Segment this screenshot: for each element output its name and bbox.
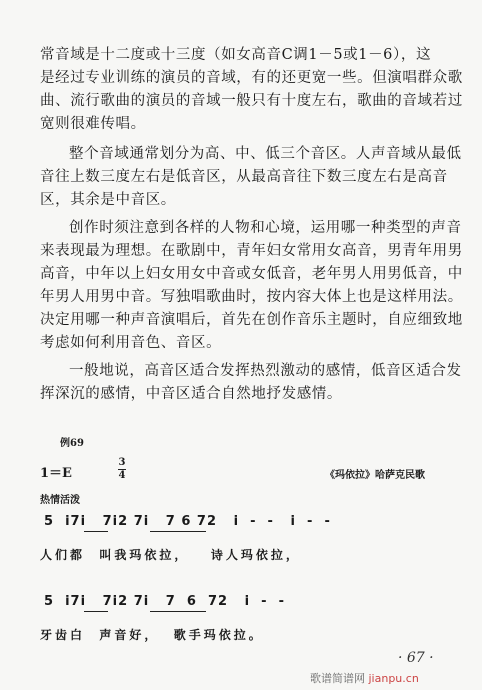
text-line: 曲、流行歌曲的演员的音域一般只有十度左右，歌曲的音域若过 xyxy=(40,93,463,109)
paragraph-4 xyxy=(40,360,462,406)
paragraph-1 xyxy=(40,44,463,136)
example-label: 例69 xyxy=(60,438,84,449)
notation-line-2: 5 i7i 7i2 7i 7 6 72 i - - xyxy=(44,594,285,609)
text-line: 决定用哪一种声音演唱后，首先在创作音乐主题时，自应细致地 xyxy=(40,312,463,328)
tempo-marking: 热情活泼 xyxy=(40,495,80,506)
time-signature-top: 3 xyxy=(118,457,126,468)
text-line: 常音域是十二度或十三度（如女高音C调1－5或1－6），这 xyxy=(40,47,432,63)
underline-beam xyxy=(84,531,108,532)
paragraph-3 xyxy=(40,217,463,355)
paragraph-2 xyxy=(40,143,462,212)
lyrics-line-2: 牙齿白 声音好， 歌手玛依拉。 xyxy=(40,628,264,642)
text-line: 高音，中年以上妇女用女中音或女低音，老年男人用男低音，中 xyxy=(40,266,463,282)
watermark-url: jianpu.cn xyxy=(368,672,419,685)
time-signature xyxy=(118,458,126,481)
text-line: 是经过专业训练的演员的音域，有的还更宽一些。但演唱群众歌 xyxy=(40,70,463,86)
key-signature: 1＝E xyxy=(40,466,72,481)
time-signature-bottom: 4 xyxy=(118,470,126,481)
text-line: 考虑如何利用音色、音区。 xyxy=(40,335,222,351)
notation-line-1: 5 i7i 7i2 7i 7 6 72 i - - i - - xyxy=(44,514,331,529)
text-line: 音往上数三度左右是低音区，从最高音往下数三度左右是高音 xyxy=(40,169,448,185)
text-line: 一般地说，高音区适合发挥热烈激动的感情，低音区适合发 xyxy=(69,363,462,379)
text-line: 整个音域通常划分为高、中、低三个音区。人声音域从最低 xyxy=(69,146,462,162)
text-line: 挥深沉的感情，中音区适合自然地抒发感情。 xyxy=(40,386,342,402)
page-number: · 67 · xyxy=(398,650,434,666)
watermark-site-name: 歌谱简谱网 xyxy=(310,672,365,685)
text-line: 宽则很难传唱。 xyxy=(40,116,146,132)
lyrics-line-1: 人们都 叫我玛依拉， 诗人玛依拉， xyxy=(40,548,301,562)
text-line: 来表现最为理想。在歌剧中，青年妇女常用女高音，男青年用男 xyxy=(40,243,463,259)
underline-beam xyxy=(84,611,108,612)
text-line: 年男人用男中音。写独唱歌曲时，按内容大体上也是这样用法。 xyxy=(40,289,463,305)
underline-beam xyxy=(150,611,206,612)
song-source: 《玛依拉》哈萨克民歌 xyxy=(325,470,425,481)
underline-beam xyxy=(150,531,206,532)
text-line: 区，其余是中音区。 xyxy=(40,192,176,208)
watermark xyxy=(310,670,419,686)
text-line: 创作时须注意到各样的人物和心境，运用哪一种类型的声音 xyxy=(69,220,462,236)
